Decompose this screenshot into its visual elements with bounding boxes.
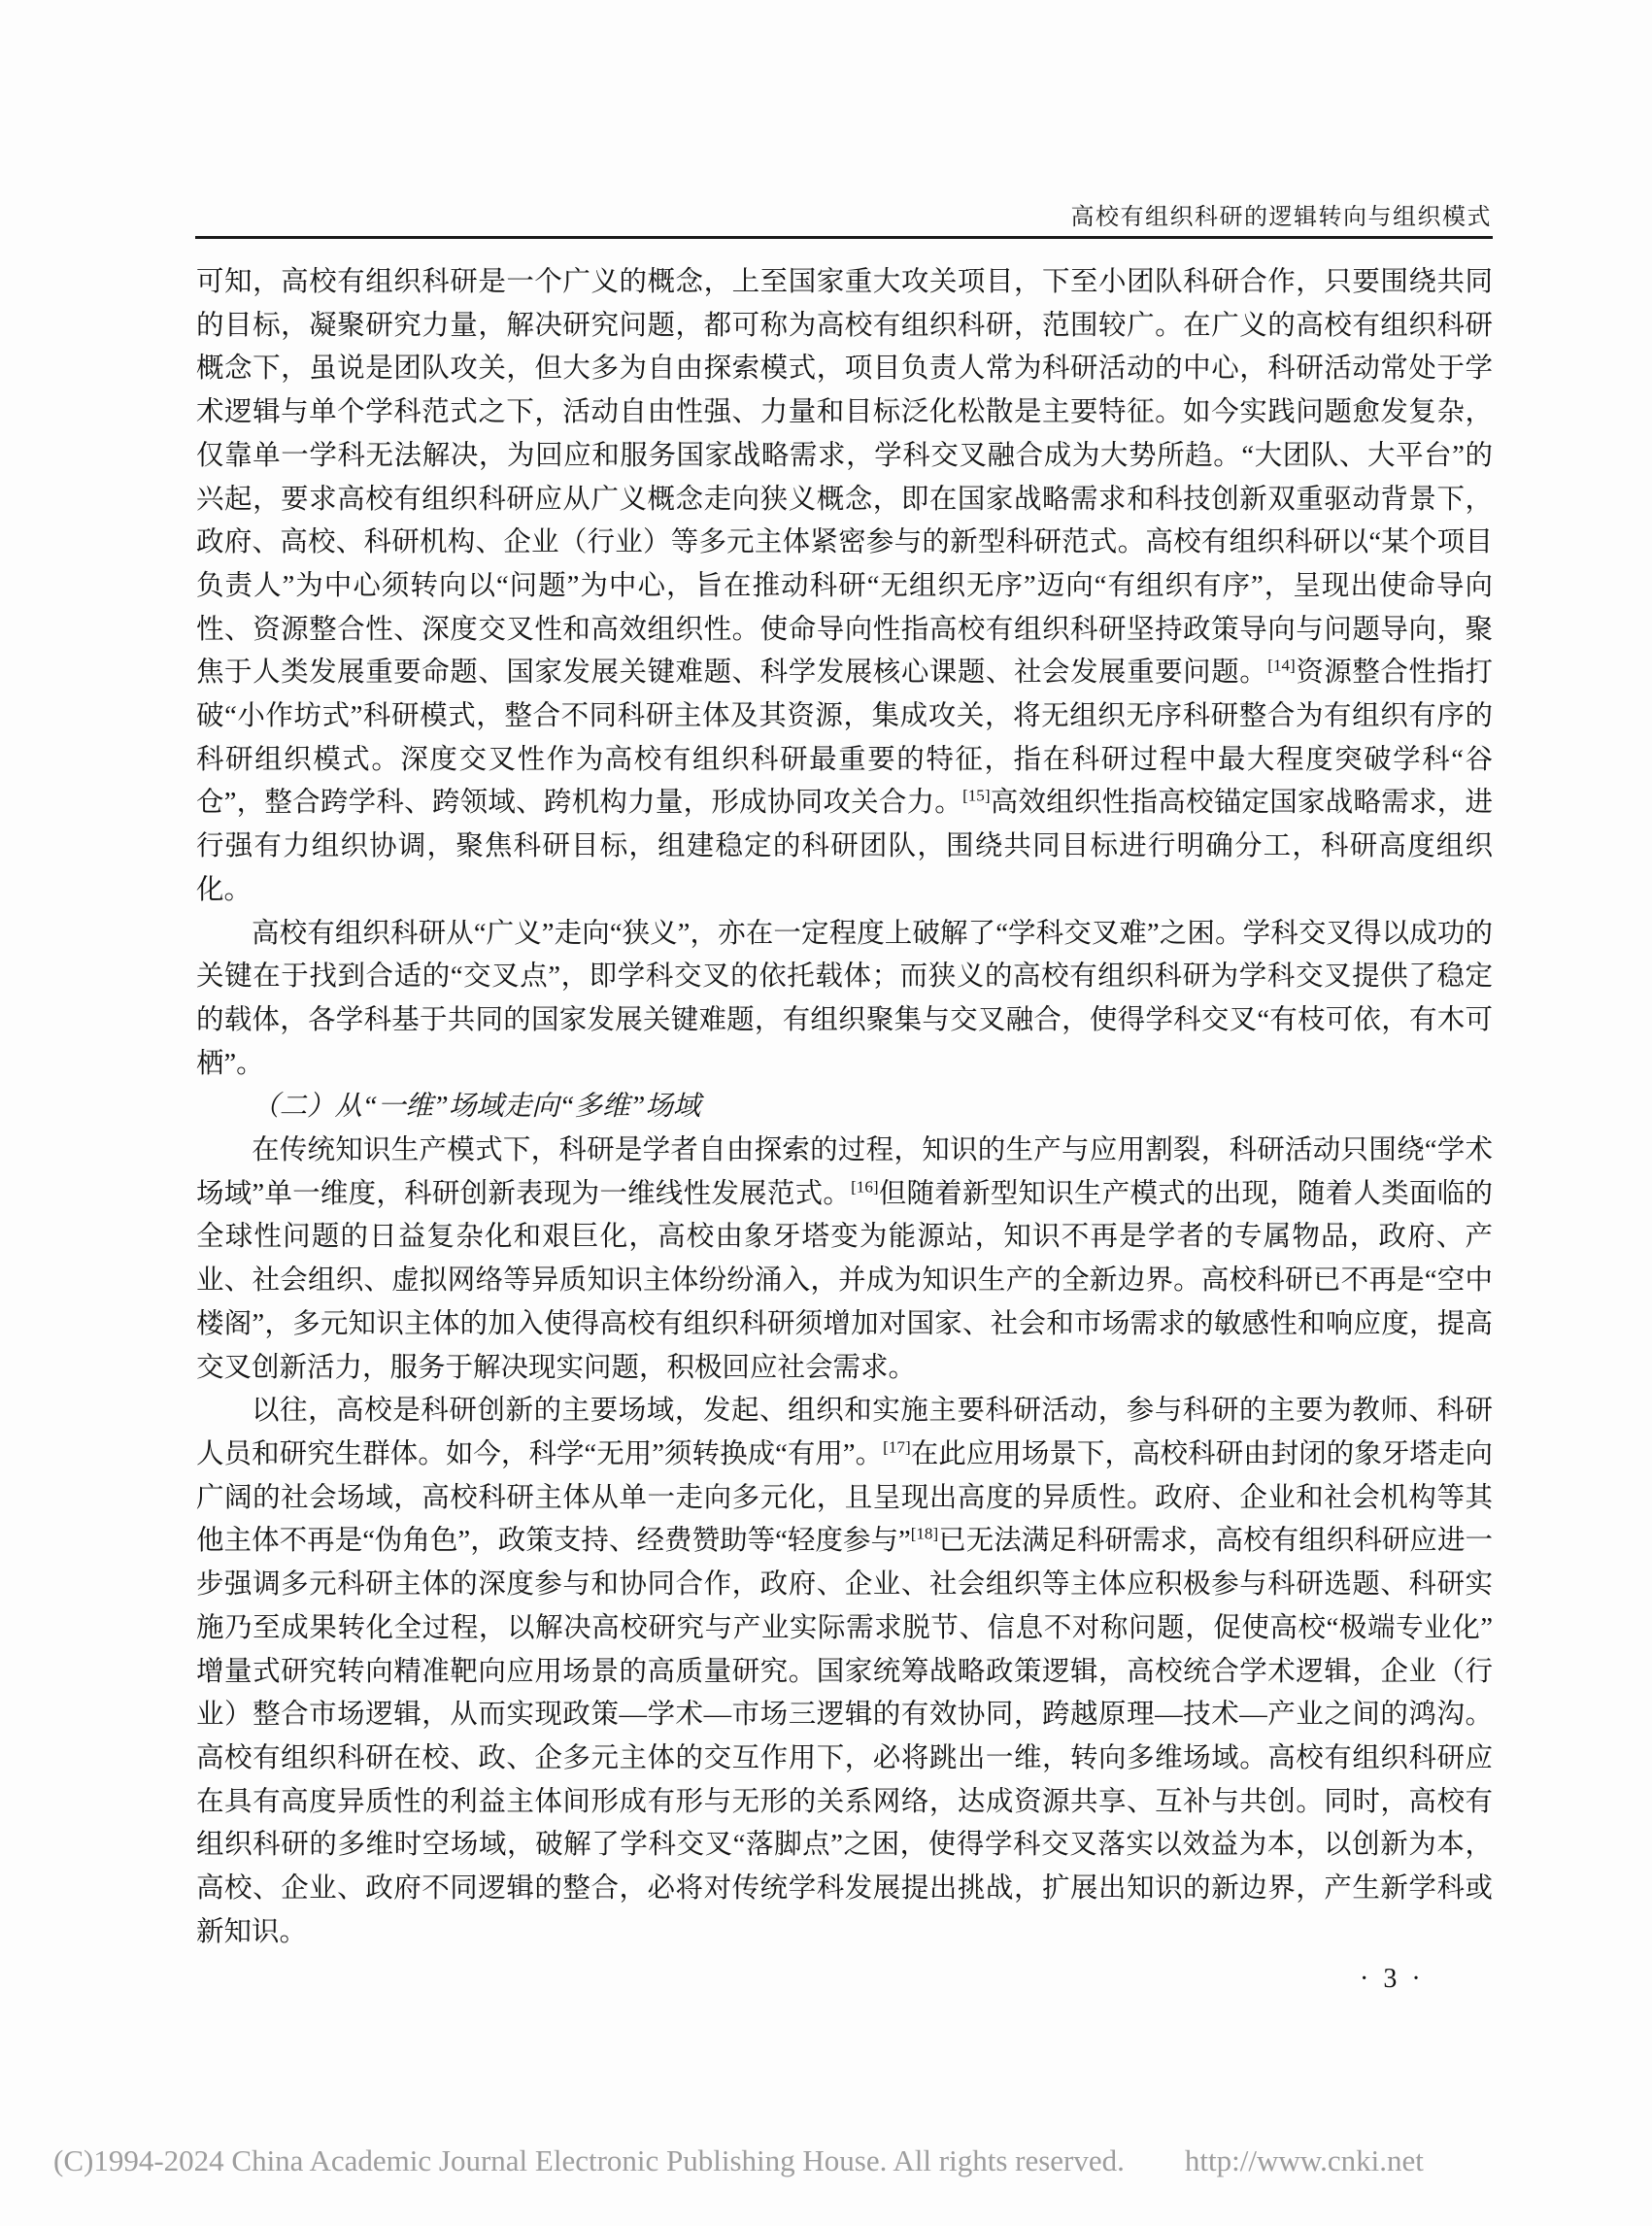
paragraph: 可知，高校有组织科研是一个广义的概念，上至国家重大攻关项目，下至小团队科研合作，只要围绕共同的目标，凝聚研究力量，解决研究问题，都可称为高校有组织科研，范围较广。在广义的高校有组织科研概念下，虽说是团队攻关，但大多为自由探索模式，项目负责人常为科研活动的中心，科研活动常处于学术逻辑与单个学科范式之下，活动自由性强、力量和目标泛化松散是主要特征。如今实践问题愈发复杂，仅靠单一学科无法解决，为回应和服务国家战略需求，学科交叉融合成为大势所趋。“大团队、大平台”的兴起，要求高校有组织科研应从广义概念走向狭义概念，即在国家战略需求和科技创新双重驱动背景下，政府、高校、科研机构、企业（行业）等多元主体紧密参与的新型科研范式。高校有组织科研以“某个项目负责人”为中心须转向以“问题”为中心，旨在推动科研“无组织无序”迈向“有组织有序”，呈现出使命导向性、资源整合性、深度交叉性和高效组织性。使命导向性指高校有组织科研坚持政策导向与问题导向，聚焦于人类发展重要命题、国家发展关键难题、科学发展核心课题、社会发展重要问题。[14]资源整合性指打破“小作坊式”科研模式，整合不同科研主体及其资源，集成攻关，将无组织无序科研整合为有组织有序的科研组织模式。深度交叉性作为高校有组织科研最重要的特征，指在科研过程中最大程度突破学科“谷仓”，整合跨学科、跨领域、跨机构力量，形成协同攻关合力。[15]高效组织性指高校锚定国家战略需求，进行强有力组织协调，聚焦科研目标，组建稳定的科研团队，围绕共同目标进行明确分工，科研高度组织化。 (196, 267, 1493, 905)
article-body (196, 261, 1493, 1954)
footnote-ref: [18] (910, 1524, 939, 1543)
footnote-ref: [14] (1267, 656, 1296, 675)
paragraph: 高校有组织科研从“广义”走向“狭义”，亦在一定程度上破解了“学科交叉难”之困。学科交叉得以成功的关键在于找到合适的“交叉点”，即学科交叉的依托载体；而狭义的高校有组织科研为学科交叉提供了稳定的载体，各学科基于共同的国家发展关键难题，有组织聚集与交叉融合，使得学科交叉“有枝可依，有木可栖”。 (196, 918, 1493, 1079)
copyright-text: (C)1994-2024 China Academic Journal Electronic Publishing House. All rights reserved. (53, 2143, 1125, 2177)
section-subheading: （二）从“一维”场域走向“多维”场域 (252, 1092, 701, 1123)
paragraph: 以往，高校是科研创新的主要场域，发起、组织和实施主要科研活动，参与科研的主要为教师、科研人员和研究生群体。如今，科学“无用”须转换成“有用”。[17]在此应用场景下，高校科研由封闭的象牙塔走向广阔的社会场域，高校科研主体从单一走向多元化，且呈现出高度的异质性。政府、企业和社会机构等其他主体不再是“伪角色”，政策支持、经费赞助等“轻度参与”[18]已无法满足科研需求，高校有组织科研应进一步强调多元科研主体的深度参与和协同合作，政府、企业、社会组织等主体应积极参与科研选题、科研实施乃至成果转化全过程，以解决高校研究与产业实际需求脱节、信息不对称问题，促使高校“极端专业化”增量式研究转向精准靶向应用场景的高质量研究。国家统筹战略政策逻辑，高校统合学术逻辑，企业（行业）整合市场逻辑，从而实现政策—学术—市场三逻辑的有效协同，跨越原理—技术—产业之间的鸿沟。高校有组织科研在校、政、企多元主体的交互作用下，必将跳出一维，转向多维场域。高校有组织科研应在具有高度异质性的利益主体间形成有形与无形的关系网络，达成资源共享、互补与共创。同时，高校有组织科研的多维时空场域，破解了学科交叉“落脚点”之困，使得学科交叉落实以效益为本，以创新为本，高校、企业、政府不同逻辑的整合，必将对传统学科发展提出挑战，扩展出知识的新边界，产生新学科或新知识。 (196, 1396, 1493, 1947)
page-number: · 3 · (1360, 1964, 1425, 1994)
cnki-url: http://www.cnki.net (1184, 2143, 1424, 2177)
footnote-ref: [15] (962, 786, 991, 805)
running-head-title: 高校有组织科研的逻辑转向与组织模式 (1070, 205, 1492, 230)
paragraph: 在传统知识生产模式下，科研是学者自由探索的过程，知识的生产与应用割裂，科研活动只围绕“学术场域”单一维度，科研创新表现为一维线性发展范式。[16]但随着新型知识生产模式的出现，随着人类面临的全球性问题的日益复杂化和艰巨化，高校由象牙塔变为能源站，知识不再是学者的专属物品，政府、产业、社会组织、虚拟网络等异质知识主体纷纷涌入，并成为知识生产的全新边界。高校科研已不再是“空中楼阁”，多元知识主体的加入使得高校有组织科研须增加对国家、社会和市场需求的敏感性和响应度，提高交叉创新活力，服务于解决现实问题，积极回应社会需求。 (196, 1135, 1493, 1383)
footnote-ref: [17] (883, 1437, 911, 1457)
header-rule (195, 236, 1493, 239)
page-footer (53, 2143, 1424, 2178)
footnote-ref: [16] (851, 1177, 879, 1197)
